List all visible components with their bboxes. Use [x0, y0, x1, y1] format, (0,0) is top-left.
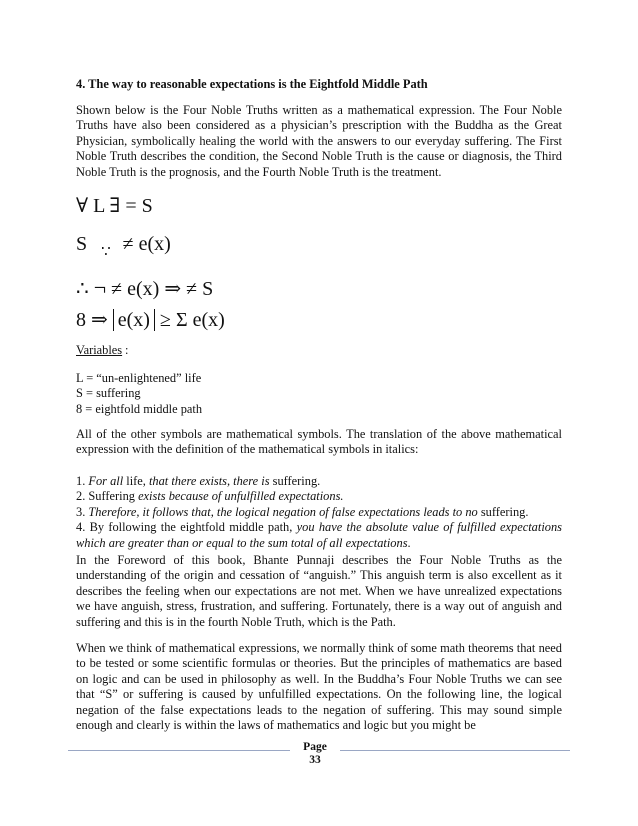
item-text: suffering.: [477, 504, 529, 519]
translation-item-1: [76, 474, 562, 489]
item-italic: that there exists, there is: [148, 474, 270, 488]
absolute-value: e(x): [113, 309, 155, 331]
foreword-paragraph: In the Foreword of this book, Bhante Punnaji describes the Four Noble Truths as the understanding of the origin and cessation of “anguish.” This anguish term is also excellent as it describes the feeling when our expectations are not met. When we have unrealized expectations we have anguish, stress, frustration, and suffering. Fortunately, there is a way out of anguish and suffering and this is in the fourth Noble Truth, which is the Path.: [76, 553, 562, 629]
because-symbol: ∵: [101, 244, 111, 260]
translation-item-2: [76, 489, 562, 504]
symbols-paragraph: All of the other symbols are mathematical symbols. The translation of the above mathematical expression with the definition of the mathematical symbols in italics:: [76, 427, 562, 457]
formula-line-4: [76, 308, 225, 332]
intro-paragraph: Shown below is the Four Noble Truths written as a mathematical expression. The Four Noble Truths have also been considered as a physician’s prescription with the Buddha as the Great Physician, symbolically healing the world with the answers to our everyday suffering. The First Noble Truth describes the condition, the Second Noble Truth is the cause or diagnosis, the Third Noble Truth is the prognosis, and the Fourth Noble Truth is the treatment.: [76, 103, 562, 179]
formula-line-4-right: ≥ Σ e(x): [159, 309, 225, 331]
variable-item: 8 = eightfold middle path: [76, 401, 203, 416]
formula-line-3: [76, 276, 213, 301]
item-text: .: [407, 535, 411, 550]
item-text: 4. By following the eightfold middle path,: [76, 520, 297, 535]
item-text: 1.: [76, 474, 89, 488]
variables-title: [76, 343, 122, 358]
footer-rule-left: [68, 750, 290, 751]
item-text: 3.: [76, 504, 89, 519]
item-italic: Therefore, it follows that, the logical negation of false expectations leads to no: [88, 504, 478, 519]
variables-title-text: Variables: [76, 343, 123, 357]
translation-item-3: [76, 505, 562, 520]
item-italic: For all: [88, 474, 124, 488]
item-text: 2. Suffering: [76, 489, 139, 504]
variable-item: L = “un-enlightened” life: [76, 371, 202, 385]
formula-line-4-left: 8 ⇒: [76, 309, 108, 331]
translation-item-4: [76, 520, 562, 551]
math-paragraph: When we think of mathematical expressions, we normally think of some math theorems that need to be tested or some scientific formulas or theories. But the principles of mathematics are based on logic and can be used in philosophy as well. In the Buddha’s Four Noble Truths we can see that “S” or suffering is caused by unfulfilled expectations. On the following line, the logical negation of the false expectations leads to the negation of suffering. This may sound simple enough and clearly is within the laws of mathematics and logic but you might be: [76, 641, 562, 733]
variables-colon: :: [125, 343, 129, 357]
page-number: 33: [309, 754, 321, 766]
formula-line-1: ∀ L ∃ = S: [76, 195, 153, 217]
item-text: life,: [123, 474, 149, 488]
formula-line-3-rest: ≠ e(x) ⇒ ≠ S: [111, 278, 214, 300]
item-italic: you have the absolute value of fulfilled expectations which are greater than or equal to the sum total of all expectations: [76, 520, 562, 550]
page-number-footer: [291, 741, 339, 767]
formula-s: S: [76, 233, 88, 255]
translation-list: [76, 474, 562, 551]
negation-symbol: ¬: [93, 275, 107, 300]
therefore-symbol: ∴: [76, 278, 89, 300]
formula-line-2: [76, 232, 171, 258]
page-label: Page: [303, 741, 327, 753]
item-text: suffering.: [269, 474, 321, 488]
variables-list: [76, 371, 202, 417]
section-heading: 4. The way to reasonable expectations is the Eightfold Middle Path: [76, 77, 428, 91]
formula-line-2-rest: ≠ e(x): [122, 233, 171, 255]
variable-item: S = suffering: [76, 386, 141, 401]
footer-rule-right: [340, 750, 570, 751]
item-italic: exists because of unfulfilled expectations.: [138, 489, 344, 504]
